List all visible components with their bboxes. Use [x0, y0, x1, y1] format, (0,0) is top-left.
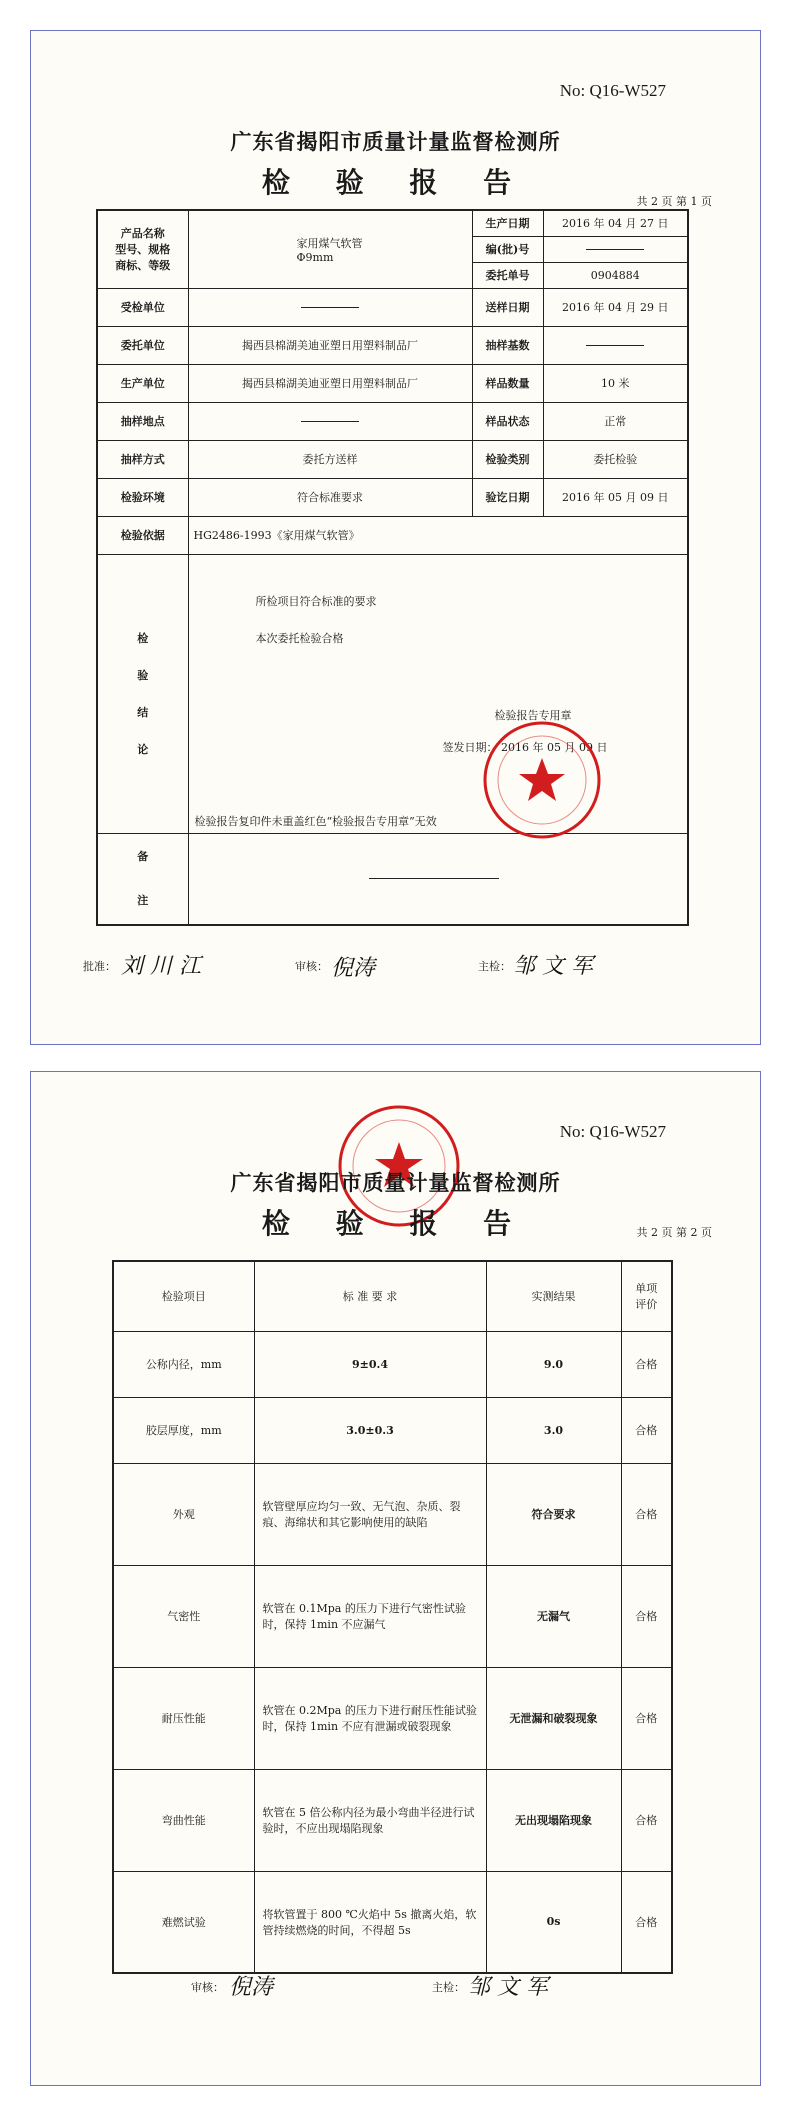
sample-place-empty [301, 421, 359, 422]
sample-method: 委托方送样 [188, 440, 472, 478]
producer: 揭西县棉湖美迪亚塑日用塑料制品厂 [188, 364, 472, 402]
sample-state-label: 样品状态 [472, 402, 543, 440]
conclusion-line-2: 本次委托检验合格 [255, 631, 344, 645]
row-evaluation: 合格 [621, 1871, 672, 1973]
product-brand-label: 商标、等级 [115, 259, 171, 273]
remark-label: 备 注 [97, 833, 188, 925]
row-item: 难燃试验 [113, 1871, 254, 1973]
row-item: 气密性 [113, 1565, 254, 1667]
environment-label: 检验环境 [97, 478, 188, 516]
send-date-label: 送样日期 [472, 288, 543, 326]
row-evaluation: 合格 [621, 1565, 672, 1667]
conclusion-label: 检 验 结 论 [97, 554, 188, 833]
inspected-unit-label: 受检单位 [97, 288, 188, 326]
copy-notice: 检验报告复印件未重盖红色“检验报告专用章”无效 [194, 814, 437, 828]
sample-method-label: 抽样方式 [97, 440, 188, 478]
report-page-2 [30, 1071, 761, 2086]
conclusion-cell [188, 554, 688, 833]
row-evaluation: 合格 [621, 1331, 672, 1397]
product-value-cell [188, 210, 472, 288]
row-requirement: 软管在 0.1Mpa 的压力下进行气密性试验时，保持 1min 不应漏气 [254, 1565, 486, 1667]
inspected-unit-empty [301, 307, 359, 308]
row-requirement: 软管壁厚应均匀一致、无气泡、杂质、裂痕、海绵状和其它影响使用的缺陷 [254, 1463, 486, 1565]
table-row [113, 1667, 672, 1769]
entrust-unit-label: 委托单位 [97, 326, 188, 364]
batch-label: 编(批)号 [472, 236, 543, 262]
entrust-unit: 揭西县棉湖美迪亚塑日用塑料制品厂 [188, 326, 472, 364]
row-item: 外观 [113, 1463, 254, 1565]
inspect-type: 委托检验 [543, 440, 688, 478]
row-requirement: 软管在 5 倍公称内径为最小弯曲半径进行试验时，不应出现塌陷现象 [254, 1769, 486, 1871]
header-evaluation: 单项 评价 [621, 1261, 672, 1331]
conclusion-line-1: 所检项目符合标准的要求 [255, 594, 377, 608]
sample-base-label: 抽样基数 [472, 326, 543, 364]
product-name-label: 产品名称 [120, 227, 165, 241]
approve-signature: 刘 川 江 [121, 954, 201, 979]
row-evaluation: 合格 [621, 1397, 672, 1463]
batch-empty [586, 249, 644, 250]
report-title: 检 验 报 告 [261, 166, 530, 199]
chief-signature: 邹 文 军 [513, 954, 593, 979]
page-info-2: 共 2 页 第 2 页 [636, 1226, 712, 1239]
row-result: 符合要求 [486, 1463, 621, 1565]
chief-label-2: 主检： [432, 1981, 465, 1994]
row-result: 无出现塌陷现象 [486, 1769, 621, 1871]
review-label: 审核： [295, 960, 328, 973]
table-row [113, 1397, 672, 1463]
row-requirement: 9±0.4 [254, 1331, 486, 1397]
row-item: 弯曲性能 [113, 1769, 254, 1871]
product-spec-label: 型号、规格 [115, 243, 171, 257]
organization-name-2: 广东省揭阳市质量计量监督检测所 [230, 1170, 561, 1195]
report-number-2: No: Q16-W527 [559, 1122, 666, 1141]
row-evaluation: 合格 [621, 1463, 672, 1565]
finish-date-label: 验讫日期 [472, 478, 543, 516]
row-item: 耐压性能 [113, 1667, 254, 1769]
row-item: 胶层厚度，mm [113, 1397, 254, 1463]
page-info: 共 2 页 第 1 页 [636, 195, 712, 208]
report-title-2: 检 验 报 告 [261, 1207, 530, 1240]
table-row [113, 1331, 672, 1397]
basis-label: 检验依据 [97, 516, 188, 554]
row-evaluation: 合格 [621, 1667, 672, 1769]
sample-qty-label: 样品数量 [472, 364, 543, 402]
row-result: 0s [486, 1871, 621, 1973]
basis: HG2486-1993《家用煤气软管》 [188, 516, 688, 554]
prod-date-label: 生产日期 [472, 210, 543, 236]
environment: 符合标准要求 [188, 478, 472, 516]
row-result: 3.0 [486, 1397, 621, 1463]
finish-date: 2016 年 05 月 09 日 [543, 478, 688, 516]
chief-signature-2: 邹 文 军 [468, 1975, 548, 2000]
organization-name: 广东省揭阳市质量计量监督检测所 [230, 129, 561, 154]
row-result: 无泄漏和破裂现象 [486, 1667, 621, 1769]
approve-label: 批准： [83, 960, 116, 973]
review-label-2: 审核： [191, 1981, 224, 1994]
issue-date: 签发日期： 2016 年 05 月 09 日 [442, 740, 608, 754]
producer-label: 生产单位 [97, 364, 188, 402]
row-requirement: 将软管置于 800 ℃火焰中 5s 撤离火焰，软管持续燃烧的时间，不得超 5s [254, 1871, 486, 1973]
sample-base-empty [586, 345, 644, 346]
header-requirement: 标 准 要 求 [254, 1261, 486, 1331]
review-signature: 倪涛 [331, 956, 376, 981]
sample-place-label: 抽样地点 [97, 402, 188, 440]
prod-date: 2016 年 04 月 27 日 [543, 210, 688, 236]
sample-state: 正常 [543, 402, 688, 440]
header-item: 检验项目 [113, 1261, 254, 1331]
product-name: 家用煤气软管 [296, 236, 363, 250]
sample-qty: 10 米 [543, 364, 688, 402]
row-requirement: 软管在 0.2Mpa 的压力下进行耐压性能试验时，保持 1min 不应有泄漏或破裂现象 [254, 1667, 486, 1769]
chief-label: 主检： [478, 960, 511, 973]
row-evaluation: 合格 [621, 1769, 672, 1871]
table-row [113, 1769, 672, 1871]
row-requirement: 3.0±0.3 [254, 1397, 486, 1463]
row-item: 公称内径，mm [113, 1331, 254, 1397]
entrust-no-label: 委托单号 [472, 262, 543, 288]
review-signature-2: 倪涛 [229, 1975, 274, 2000]
test-results-table [112, 1260, 673, 1974]
entrust-no: 0904884 [543, 262, 688, 288]
remark-empty-line [369, 878, 499, 879]
row-result: 无漏气 [486, 1565, 621, 1667]
remark-cell [188, 833, 688, 925]
seal-label: 检验报告专用章 [494, 708, 572, 722]
inspect-type-label: 检验类别 [472, 440, 543, 478]
report-number: No: Q16-W527 [559, 81, 666, 100]
table-row [113, 1871, 672, 1973]
report-page-1 [30, 30, 761, 1045]
product-spec: Φ9mm [296, 250, 334, 264]
product-label-cell [97, 210, 188, 288]
row-result: 9.0 [486, 1331, 621, 1397]
header-result: 实测结果 [486, 1261, 621, 1331]
table-row [113, 1565, 672, 1667]
send-date: 2016 年 04 月 29 日 [543, 288, 688, 326]
inspection-seal-stamp [482, 720, 602, 840]
table-row [113, 1463, 672, 1565]
